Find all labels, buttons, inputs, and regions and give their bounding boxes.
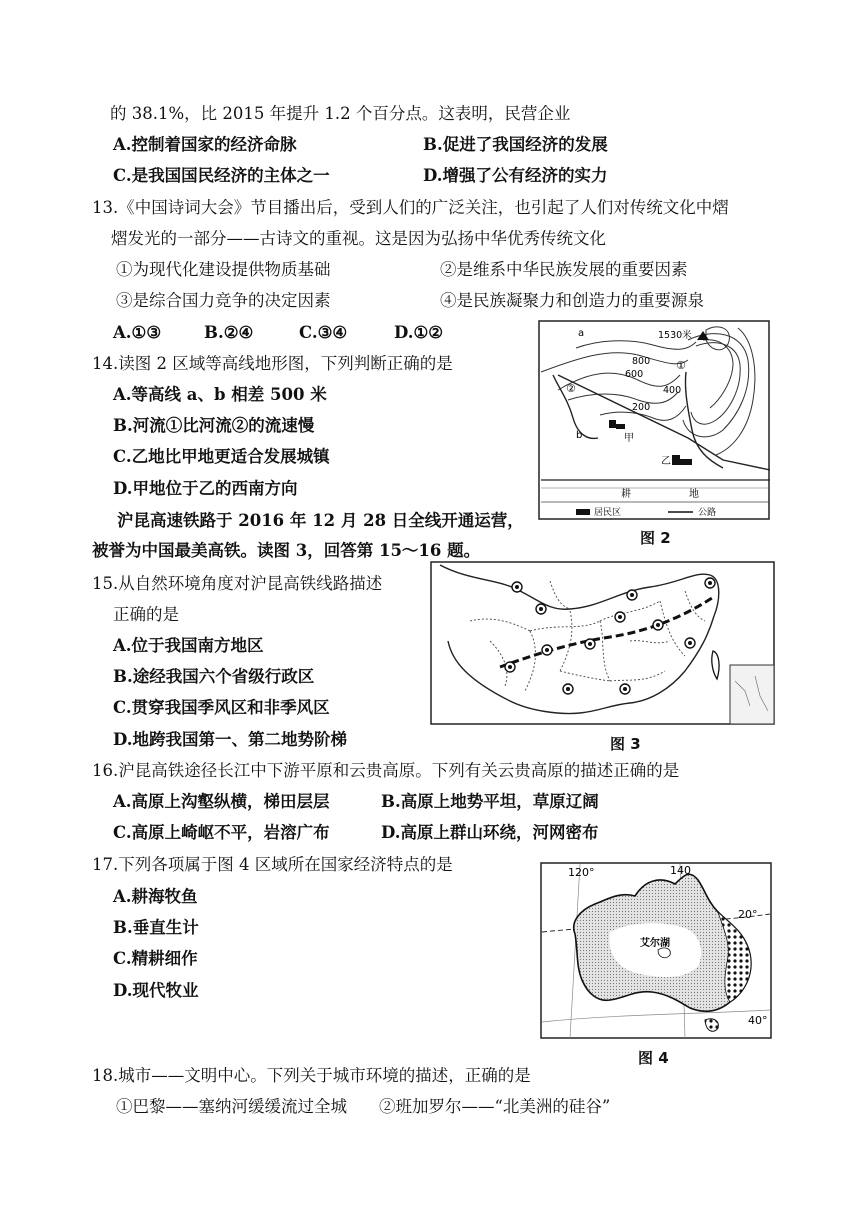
q14-stem: 14.读图 2 区域等高线地形图，下列判断正确的是	[92, 354, 453, 373]
figure-2-caption: 图 2	[640, 529, 671, 547]
fig4-label-lon-140: 140	[670, 864, 691, 877]
fig4-label-lat-40: 40°	[748, 1014, 768, 1027]
q17-stem: 17.下列各项属于图 4 区域所在国家经济特点的是	[92, 855, 453, 874]
q14-option-d[interactable]: D.甲地位于乙的西南方向	[113, 479, 298, 498]
fig2-label-farm-1: 耕	[621, 489, 631, 500]
q15-stem-line2: 正确的是	[113, 605, 179, 624]
fig2-label-400: 400	[663, 385, 682, 396]
q13-option-d[interactable]: D.①②	[394, 323, 444, 342]
fig2-label-river-2: ②	[566, 382, 576, 395]
fig2-legend-road: 公路	[698, 508, 717, 518]
figure-4-australia-map	[540, 862, 772, 1039]
q13-option-c[interactable]: C.③④	[299, 323, 348, 342]
fig2-label-river-1: ①	[676, 359, 686, 372]
q17-option-c[interactable]: C.精耕细作	[113, 949, 198, 968]
figure-2-contour-map	[538, 320, 770, 520]
q18-item-2: ②班加罗尔——“北美洲的硅谷”	[379, 1097, 611, 1116]
intro-line-1: 沪昆高速铁路于 2016 年 12 月 28 日全线开通运营，	[117, 511, 524, 530]
q13-stem-line2: 熠发光的一部分——古诗文的重视。这是因为弘扬中华优秀传统文化	[111, 229, 606, 248]
q18-stem: 18.城市——文明中心。下列关于城市环境的描述，正确的是	[92, 1066, 531, 1085]
q16-option-c[interactable]: C.高原上崎岖不平，岩溶广布	[113, 823, 330, 842]
q16-option-a[interactable]: A.高原上沟壑纵横，梯田层层	[113, 792, 330, 811]
fig2-label-yi: 乙	[661, 456, 671, 467]
q13-item-1: ①为现代化建设提供物质基础	[116, 260, 331, 279]
q15-option-b[interactable]: B.途经我国六个省级行政区	[113, 667, 315, 686]
q13-item-2: ②是维系中华民族发展的重要因素	[440, 260, 688, 279]
q12-option-c[interactable]: C.是我国国民经济的主体之一	[113, 166, 330, 185]
q12-option-a[interactable]: A.控制着国家的经济命脉	[113, 135, 297, 154]
q16-stem: 16.沪昆高铁途径长江中下游平原和云贵高原。下列有关云贵高原的描述正确的是	[92, 761, 680, 780]
fig4-label-lon-120: 120°	[568, 866, 595, 879]
fig2-label-peak: 1530米	[658, 330, 692, 341]
figure-3-railway-map	[430, 561, 775, 725]
q13-stem-line1: 13.《中国诗词大会》节目播出后，受到人们的广泛关注，也引起了人们对传统文化中熠	[92, 198, 729, 217]
q17-option-a[interactable]: A.耕海牧鱼	[113, 887, 198, 906]
fig4-label-lake: 艾尔湖	[640, 938, 670, 949]
q16-option-d[interactable]: D.高原上群山环绕，河网密布	[381, 823, 599, 842]
fig4-label-lat-20: 20°	[738, 908, 758, 921]
q15-option-c[interactable]: C.贯穿我国季风区和非季风区	[113, 698, 330, 717]
fig2-label-800: 800	[632, 356, 651, 367]
figure-4-caption: 图 4	[638, 1049, 669, 1067]
q16-option-b[interactable]: B.高原上地势平坦，草原辽阔	[381, 792, 599, 811]
intro-line-2: 被誉为中国最美高铁。读图 3，回答第 15～16 题。	[92, 541, 481, 560]
figure-3-caption: 图 3	[610, 735, 641, 753]
q14-option-b[interactable]: B.河流①比河流②的流速慢	[113, 416, 315, 435]
q12-option-d[interactable]: D.增强了公有经济的实力	[423, 166, 608, 185]
fig2-label-farm-2: 地	[689, 489, 699, 500]
q14-option-c[interactable]: C.乙地比甲地更适合发展城镇	[113, 447, 330, 466]
q15-stem-line1: 15.从自然环境角度对沪昆高铁线路描述	[92, 574, 383, 593]
fig2-label-200: 200	[632, 402, 651, 413]
q14-option-a[interactable]: A.等高线 a、b 相差 500 米	[113, 385, 327, 404]
fig2-label-jia: 甲	[624, 433, 634, 444]
q18-item-1: ①巴黎——塞纳河缓缓流过全城	[116, 1097, 347, 1116]
q12-option-b[interactable]: B.促进了我国经济的发展	[423, 135, 608, 154]
q13-item-4: ④是民族凝聚力和创造力的重要源泉	[440, 291, 704, 310]
fig2-label-600: 600	[625, 369, 644, 380]
q13-option-b[interactable]: B.②④	[204, 323, 254, 342]
fig2-legend-residence: 居民区	[594, 508, 622, 518]
fig2-label-b: b	[576, 430, 583, 441]
q17-option-d[interactable]: D.现代牧业	[113, 981, 199, 1000]
q15-option-a[interactable]: A.位于我国南方地区	[113, 636, 264, 655]
q12-stem-end: 的 38.1%，比 2015 年提升 1.2 个百分点。这表明，民营企业	[110, 104, 571, 123]
q17-option-b[interactable]: B.垂直生计	[113, 918, 199, 937]
q15-option-d[interactable]: D.地跨我国第一、第二地势阶梯	[113, 730, 347, 749]
q13-option-a[interactable]: A.①③	[113, 323, 162, 342]
q13-item-3: ③是综合国力竞争的决定因素	[116, 291, 331, 310]
fig2-label-a: a	[578, 328, 585, 339]
